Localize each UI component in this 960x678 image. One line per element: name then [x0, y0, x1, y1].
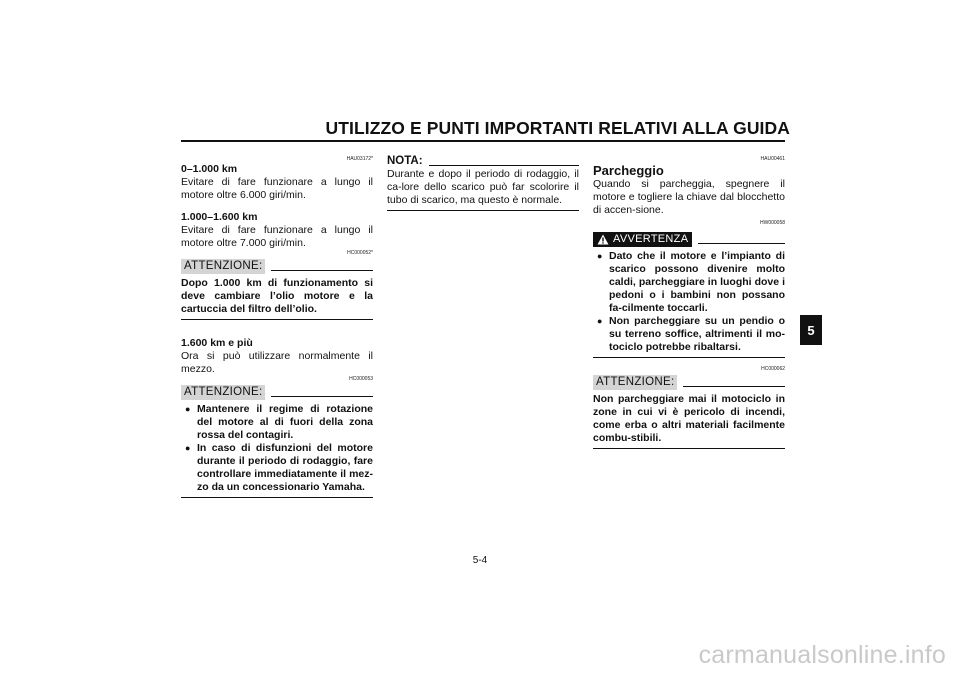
page-title: UTILIZZO E PUNTI IMPORTANTI RELATIVI ALLA GUIDA	[325, 118, 790, 138]
list-item: ● Dato che il motore e l’impianto di scarico possono divenire molto caldi, parcheggiare in luoghi dove i pedoni o i bambini non possano fa-cilmente toccarli.	[593, 250, 785, 315]
caution-label: ATTENZIONE:	[181, 385, 265, 400]
section-text: Quando si parcheggia, spegnere il motore e togliere la chiave dal blocchetto di accen-sione.	[593, 178, 785, 216]
column-middle	[387, 156, 579, 211]
caution-label: ATTENZIONE:	[181, 259, 265, 274]
warning-code: HW000058	[759, 220, 785, 226]
warning-label-box	[593, 232, 692, 247]
note-rule	[429, 165, 579, 166]
caution-label: ATTENZIONE:	[593, 375, 677, 390]
caution-code: HC000053	[349, 376, 373, 382]
chapter-tab: 5	[800, 315, 822, 345]
column-right	[593, 156, 785, 449]
warning-rule	[698, 243, 785, 244]
page-number: 5-4	[472, 555, 488, 566]
caution-bottom-rule	[593, 448, 785, 449]
caution-rule	[271, 270, 373, 271]
section-title: 1.600 km e più	[181, 337, 253, 349]
caution-text: Non parcheggiare mai il motociclo in zone in cui vi è pericolo di incendi, come erba o altri materiali facilmente combu-stibili.	[593, 393, 785, 444]
caution-bottom-rule	[181, 497, 373, 498]
caution-rule	[683, 386, 785, 387]
note-header	[387, 155, 579, 168]
list-item: ● Mantenere il regime di rotazione del motore al di fuori della zona rossa del contagiri.	[181, 403, 373, 442]
warning-header	[593, 232, 785, 247]
note-label: NOTA:	[387, 155, 423, 167]
section-text: Ora si può utilizzare normalmente il mezzo.	[181, 350, 373, 375]
section-text: Evitare di fare funzionare a lungo il motore oltre 6.000 giri/min.	[181, 176, 373, 201]
caution-rule	[271, 396, 373, 397]
watermark-link[interactable]: carmanualsonline.info	[698, 641, 946, 669]
section-heading: Parcheggio	[593, 163, 664, 178]
warning-label: AVVERTENZA	[613, 233, 689, 245]
note-bottom-rule	[387, 210, 579, 211]
section-title: 1.000–1.600 km	[181, 211, 258, 223]
section-title: 0–1.000 km	[181, 163, 238, 175]
section-code: HAU03172*	[346, 156, 373, 162]
title-rule	[181, 140, 785, 142]
caution-text: Dopo 1.000 km di funzionamento si deve cambiare l’olio motore e la cartuccia del filtro dell’olio.	[181, 277, 373, 315]
warning-bullet-list	[593, 250, 785, 354]
caution-bullet-list	[181, 403, 373, 494]
column-left	[181, 156, 373, 498]
section-code: HAU00461	[760, 156, 785, 162]
caution-header	[593, 375, 785, 390]
note-text: Durante e dopo il periodo di rodaggio, il ca-lore dello scarico può far scolorire il tubo di scarico, ma questo è normale.	[387, 168, 579, 206]
caution-header	[181, 259, 373, 274]
list-item: ● In caso di disfunzioni del motore durante il periodo di rodaggio, fare controllare immediatamente il mez-zo da un concessionario Yamaha.	[181, 442, 373, 494]
caution-code: HC000052*	[347, 250, 373, 256]
warning-triangle-icon	[597, 234, 609, 245]
caution-header	[181, 385, 373, 400]
list-item: ● Non parcheggiare su un pendio o su terreno soffice, altrimenti il mo-tociclo potrebbe ribaltarsi.	[593, 315, 785, 354]
warning-bottom-rule	[593, 357, 785, 358]
caution-code: HC000062	[761, 366, 785, 372]
section-text: Evitare di fare funzionare a lungo il motore oltre 7.000 giri/min.	[181, 224, 373, 249]
